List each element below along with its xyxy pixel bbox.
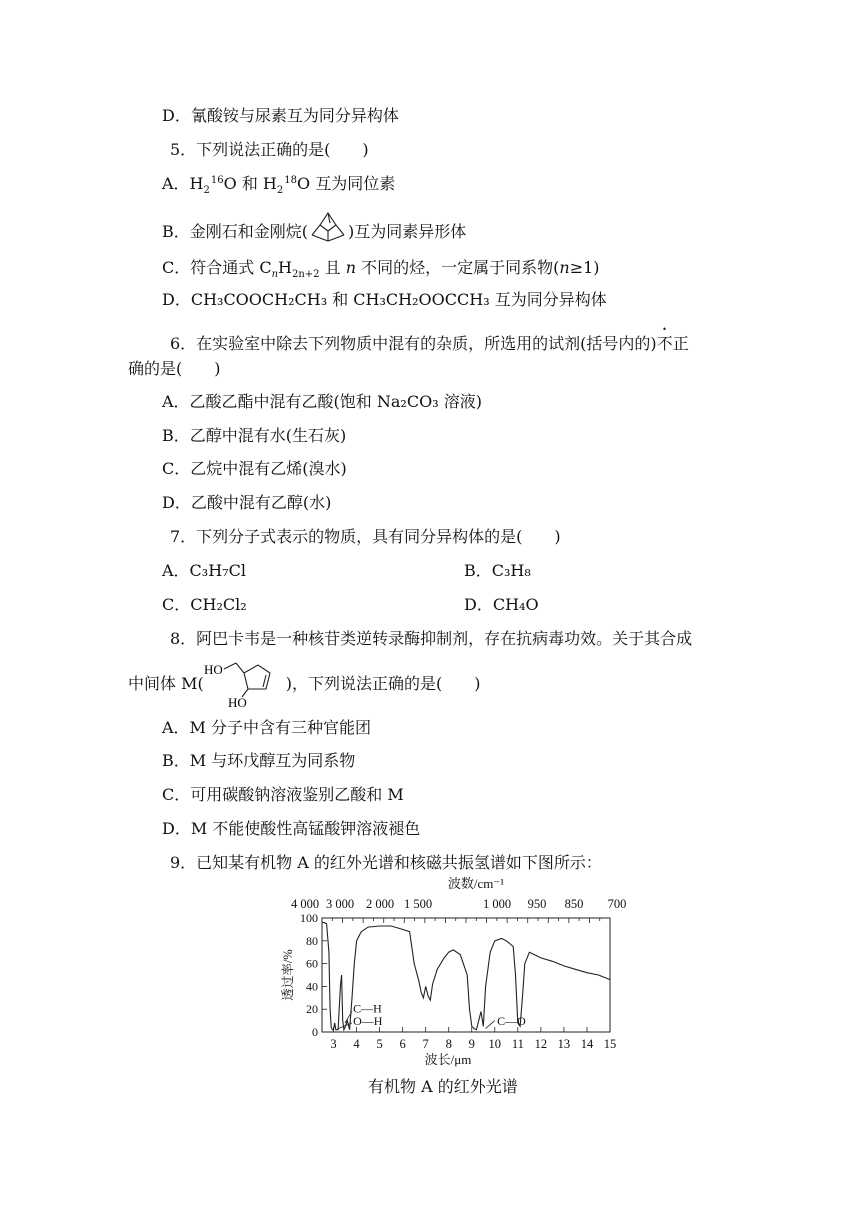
- q5-stem: 5．下列说法正确的是( ): [170, 140, 369, 159]
- y-tick-label: 20: [306, 1002, 318, 1017]
- x-tick-label: 15: [603, 1037, 617, 1051]
- annotation-co: C—O: [497, 1014, 526, 1029]
- top-tick-label: 3 000: [325, 897, 355, 911]
- top-tick-label: 1 000: [482, 897, 512, 911]
- x-tick-label: 10: [488, 1037, 502, 1051]
- top-tick-label: 850: [564, 897, 584, 911]
- adamantane-structure: [308, 223, 348, 243]
- q5-option-a: A．$H_2^{16}O$ 和 $H_2^{18}O$ 互为同位素: [162, 174, 396, 197]
- q8-option-d: D．M 不能使酸性高锰酸钾溶液褪色: [162, 819, 421, 838]
- annotation-oh: O—H: [353, 1014, 383, 1029]
- x-tick-label: 11: [511, 1037, 524, 1051]
- q7-stem: 7．下列分子式表示的物质，具有同分异构体的是( ): [170, 527, 561, 546]
- q6-option-c: C．乙烷中混有乙烯(溴水): [162, 459, 347, 478]
- q6-option-a: A．乙酸乙酯中混有乙酸(饱和 Na₂CO₃ 溶液): [162, 392, 482, 411]
- ir-spectrum-chart: [0, 876, 860, 1076]
- q6-stem-line2: 确的是( ): [128, 359, 221, 378]
- top-tick-label: 950: [527, 897, 547, 911]
- q7-option-b: B．C₃H₈: [464, 561, 531, 580]
- q7-option-c: C．CH₂Cl₂: [162, 595, 247, 614]
- top-tick-label: 2 000: [365, 897, 395, 911]
- q8-option-b: B．M 与环戊醇互为同系物: [162, 751, 356, 770]
- x-tick-label: 5: [376, 1037, 383, 1051]
- chart-caption: 有机物 A 的红外光谱: [368, 1077, 518, 1096]
- x-tick-label: 7: [422, 1037, 429, 1051]
- x-tick-label: 4: [353, 1037, 360, 1051]
- y-tick-label: 80: [306, 933, 318, 948]
- q6-stem-line1: 6．在实验室中除去下列物质中混有的杂质，所选用的试剂(括号内的)不正: [170, 334, 689, 353]
- y-axis-label: 透过率/%: [281, 949, 295, 1001]
- y-tick-label: 0: [312, 1025, 318, 1039]
- x-tick-label: 8: [445, 1037, 452, 1051]
- q6-option-b: B．乙醇中混有水(生石灰): [162, 426, 347, 445]
- annotation-leader: [486, 1021, 495, 1029]
- svg-text:HO: HO: [227, 694, 247, 710]
- q5-option-d: D．CH₃COOCH₂CH₃ 和 CH₃CH₂OOCCH₃ 互为同分异构体: [162, 290, 607, 309]
- y-tick-label: 100: [300, 911, 318, 925]
- svg-text:HO: HO: [203, 661, 223, 677]
- x-tick-label: 13: [557, 1037, 571, 1051]
- q7-option-a: A．C₃H₇Cl: [162, 561, 246, 580]
- x-tick-label: 12: [534, 1037, 548, 1051]
- top-axis-label: 波数/cm⁻¹: [447, 876, 505, 891]
- q5-option-b: B．金刚石和金刚烷( )互为同素异形体: [162, 222, 466, 243]
- top-tick-label: 4 000: [290, 897, 320, 911]
- q7-option-d: D．CH₄O: [464, 595, 539, 614]
- top-tick-label: 1 500: [403, 897, 433, 911]
- x-tick-label: 14: [580, 1037, 594, 1051]
- q8-stem-line2: 中间体 M( HO HO )，下列说法正确的是( ): [128, 661, 481, 710]
- q9-stem: 9．已知某有机物 A 的红外光谱和核磁共振氢谱如下图所示：: [170, 853, 602, 872]
- top-tick-label: 700: [607, 897, 627, 911]
- q8-stem-line1: 8．阿巴卡韦是一种核苷类逆转录酶抑制剂，存在抗病毒功效。关于其合成: [170, 629, 693, 648]
- x-tick-label: 6: [399, 1037, 406, 1051]
- x-tick-label: 9: [468, 1037, 475, 1051]
- q6-option-d: D．乙酸中混有乙醇(水): [162, 493, 332, 512]
- y-tick-label: 60: [306, 956, 318, 971]
- molecule-m-structure: [203, 661, 286, 710]
- x-axis-label: 波长/μm: [424, 1052, 472, 1067]
- x-tick-label: 3: [330, 1037, 337, 1051]
- q8-option-a: A．M 分子中含有三种官能团: [162, 718, 372, 737]
- q5-option-c: C．符合通式 $C_nH_{2n+2}$ 且 n 不同的烃，一定属于同系物(n≥1): [162, 258, 600, 281]
- y-tick-label: 40: [306, 979, 318, 994]
- q4-option-d: D．氰酸铵与尿素互为同分异构体: [162, 106, 399, 125]
- annotation-ch: C—H: [353, 1001, 382, 1016]
- q8-option-c: C．可用碳酸钠溶液鉴别乙酸和 M: [162, 785, 404, 804]
